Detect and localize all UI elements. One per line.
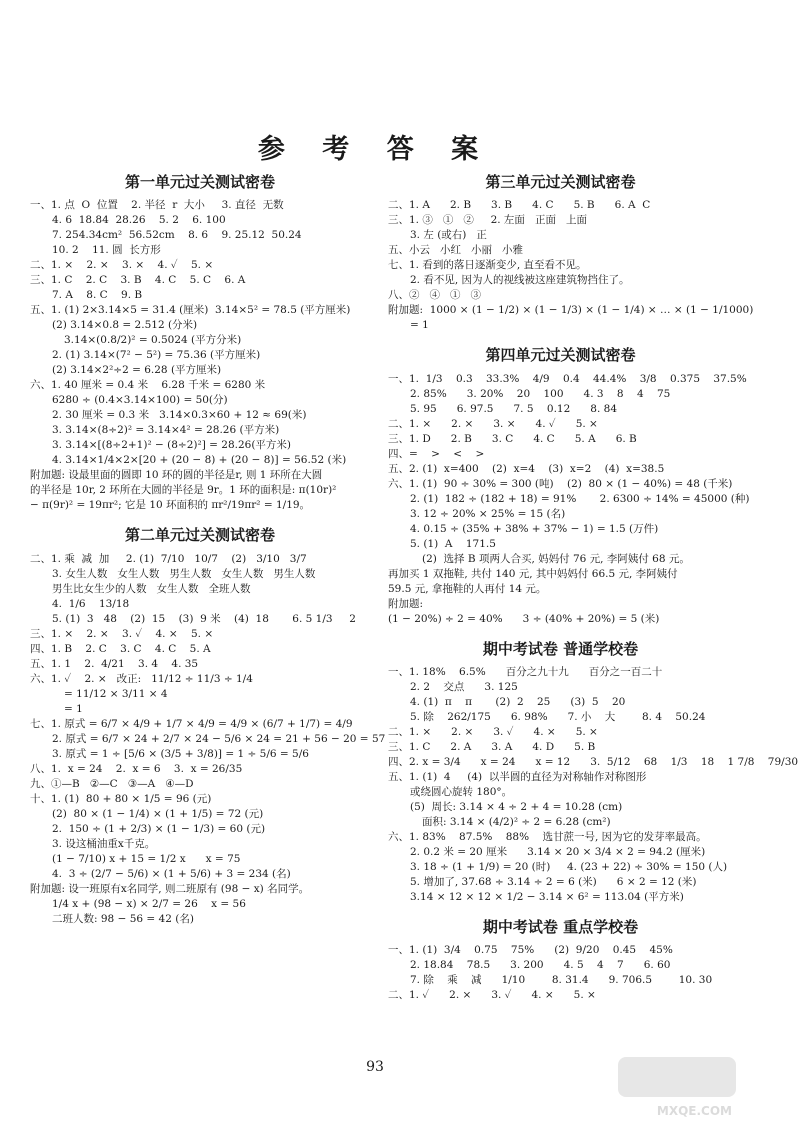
answer-line: 2. 18.84 78.5 3. 200 4. 5 4 7 6. 60 [410, 959, 671, 971]
answer-line: (2) 80 × (1 − 1/4) × (1 + 1/5) = 72 (元) [52, 807, 264, 820]
answer-line: = 1 [410, 319, 429, 332]
answer-line: 4. 6 18.84 28.26 5. 2 6. 100 [52, 214, 226, 227]
answer-line: 3. 原式 = 1 ÷ [5/6 × (3/5 + 3/8)] = 1 ÷ 5/6 = 5/6 [52, 747, 309, 760]
answer-line: 3. 3.14×[(8÷2+1)² − (8÷2)²] = 28.26(平方米) [52, 439, 292, 452]
answer-line: 10. 2 11. 圆 长方形 [52, 244, 161, 257]
section-gap [388, 905, 733, 917]
answer-line: 4. 3.14×1/4×2×[20 + (20 − 8) + (20 − 8)] = 56.52 (米) [52, 454, 347, 467]
answer-line: 再加买 1 双拖鞋, 共付 140 元, 其中妈妈付 66.5 元, 李阿姨付 [388, 567, 678, 580]
answer-line: 一、1. 18% 6.5% 百分之九十九 百分之一百二十 [388, 665, 663, 678]
answer-line: 5. 95 6. 97.5 7. 5 0.12 8. 84 [410, 402, 618, 415]
answer-line: 男生比女生少的人数 女生人数 全班人数 [52, 582, 251, 595]
answer-line: = 11/12 × 3/11 × 4 [64, 687, 168, 700]
answer-line: 四、= > < > [388, 447, 485, 460]
answer-line: 附加题: [388, 597, 424, 610]
answer-line: 六、1. ✓ 2. × 改正: 11/12 ÷ 11/3 ÷ 1/4 [30, 672, 253, 685]
answer-line: 十、1. (1) 80 + 80 × 1/5 = 96 (元) [30, 792, 212, 805]
answer-line: 5. (1) A 171.5 [410, 537, 496, 550]
answer-line: 2. 150 ÷ (1 + 2/3) × (1 − 1/3) = 60 (元) [52, 822, 266, 835]
answer-line: 五、1. 1 2. 4/21 3. 4 4. 35 [30, 657, 199, 670]
watermark-text: MXQE.COM [656, 1103, 732, 1118]
answer-line: 二、1. A 2. B 3. B 4. C 5. B 6. A C [388, 199, 651, 212]
answer-line: 的半径是 10r, 2 环所在大圆的半径是 9r。1 环的面积是: π(10r)² [30, 484, 337, 497]
answer-line: 三、1. C 2. A 3. A 4. D 5. B [388, 740, 596, 753]
page-number: 93 [366, 1059, 384, 1075]
answer-line: 七、1. 看到的落日逐渐变少, 直至看不见。 [388, 259, 587, 272]
right-column [388, 172, 798, 1003]
answer-line: 五、1. (1) 4 (4) 以半圆的直径为对称轴作对称图形 [388, 770, 647, 783]
answer-line: 六、1. 40 厘米 = 0.4 米 6.28 千米 = 6280 米 [30, 379, 266, 392]
answer-line: 3. 左 (或右) 正 [410, 229, 487, 242]
answer-line: 4. 3 ÷ (2/7 − 5/6) × (1 + 5/6) + 3 = 234 (名) [52, 867, 291, 880]
answer-line: 2. 2 交点 3. 125 [410, 680, 518, 693]
answer-line: 2. (1) 3.14×(7² − 5²) = 75.36 (平方厘米) [52, 349, 261, 362]
answer-line: 一、1. 1/3 0.3 33.3% 4/9 0.4̇ 44.4% 3/8 0.375 37.5% [388, 372, 747, 385]
answer-line: 5. 增加了, 37.68 ÷ 3.14 ÷ 2 = 6 (米) 6 × 2 = 12 (米) [410, 875, 697, 888]
answer-line: 二、1. × 2. × 3. × 4. ✓ 5. × [30, 259, 214, 272]
answer-line: 2. 85% 3. 20% 20 100 4. 3 8 4 75 [410, 387, 671, 400]
answer-line: (5) 周长: 3.14 × 4 ÷ 2 + 4 = 10.28 (cm) [410, 800, 623, 813]
answer-line: 面积: 3.14 × (4/2)² ÷ 2 = 6.28 (cm²) [422, 815, 611, 828]
answer-line: 二、1. 乘 减 加 2. (1) 7/10 10/7 (2) 3/10 3/7 [30, 552, 307, 565]
answer-line: 四、2. x = 3/4 x = 24 x = 12 3. 5/12 68 1/3 18 1 7/8 79/30 [388, 755, 798, 768]
answer-line: 6280 ÷ (0.4×3.14×100) = 50(分) [52, 394, 228, 407]
answer-line: 4. 1/6 13/18 [52, 597, 130, 610]
answer-line: 二班人数: 98 − 56 = 42 (名) [52, 912, 194, 925]
answer-line: 附加题: 设最里面的圆即 10 环的圆的半径是r, 则 1 环所在大圆 [30, 469, 323, 482]
answer-line: 一、1. (1) 3/4 0.75 75% (2) 9/20 0.45 45% [388, 944, 673, 956]
answer-line: 3. 女生人数 女生人数 男生人数 女生人数 男生人数 [52, 567, 316, 580]
answer-line: 7. A 8. C 9. B [52, 289, 143, 302]
answer-line: 或绕圆心旋转 180°。 [410, 785, 513, 798]
section-heading: 第三单元过关测试密卷 [485, 173, 636, 191]
answer-line: 四、1. B 2. C 3. C 4. C 5. A [30, 642, 211, 655]
section-heading: 期中考试卷 普通学校卷 [482, 639, 639, 658]
answer-line: 三、1. D 2. B 3. C 4. C 5. A 6. B [388, 432, 637, 445]
answer-line: 3. 18 ÷ (1 + 1/9) = 20 (时) 4. (23 + 22) ÷ 30% = 150 (人) [410, 860, 728, 873]
answer-line: (1 − 7/10) x + 15 = 1/2 x x = 75 [52, 852, 241, 865]
answer-line: 2. 30 厘米 = 0.3 米 3.14×0.3×60 + 12 ≈ 69(米) [52, 409, 307, 422]
section-heading: 第二单元过关测试密卷 [124, 526, 275, 545]
answer-line: 二、1. ✓ 2. × 3. ✓ 4. × 5. × [388, 989, 596, 1001]
section-heading: 第四单元过关测试密卷 [485, 346, 636, 365]
answer-line: 2. 看不见, 因为人的视线被这座建筑物挡住了。 [410, 274, 630, 287]
answer-line: (2) 3.14×2²÷2 = 6.28 (平方厘米) [52, 364, 222, 377]
answer-line: 59.5 元, 拿拖鞋的人再付 14 元。 [388, 582, 547, 595]
answer-line: 2. 原式 = 6/7 × 24 + 2/7 × 24 − 5/6 × 24 = 21 + 56 − 20 = 57 [52, 732, 386, 745]
answer-line: 五、1. (1) 2×3.14×5 = 31.4 (厘米) 3.14×5² = 78.5 (平方厘米) [30, 304, 351, 317]
answer-line: (2) 3.14×0.8 = 2.512 (分米) [52, 319, 198, 332]
answer-line: 五、小云 小红 小丽 小雅 [388, 244, 524, 257]
answer-line: 2. (1) 182 ÷ (182 + 18) = 91% 2. 6300 ÷ 14% = 45000 (种) [410, 492, 750, 505]
answer-line: 三、1. C 2. C 3. B 4. C 5. C 6. A [30, 274, 246, 287]
answer-line: 三、1. ③ ① ② 2. 左面 正面 上面 [388, 214, 587, 227]
answer-line: 3.14×(0.8/2)² = 0.5024 (平方分米) [64, 334, 242, 347]
answer-line: 1/4 x + (98 − x) × 2/7 = 26 x = 56 [52, 897, 246, 910]
answer-line: 5. (1) 3 48 (2) 15 (3) 9 米 (4) 18 6. 5 1/3 2 [52, 612, 356, 625]
answer-line: 六、1. (1) 90 ÷ 30% = 300 (吨) (2) 80 × (1 − 40%) = 48 (千米) [388, 477, 733, 490]
answer-line: 7. 除 乘 减 1/10 8. 31.4 9. 706.5 10. 30 [410, 974, 713, 986]
answer-line: 4. (1) π π (2) 2 25 (3) 5 20 [410, 695, 626, 708]
answer-line: 5. 除 262/175 6. 98% 7. 小 大 8. 4 50.24 [410, 710, 706, 723]
answer-line: 3. 3.14×(8÷2)² = 3.14×4² = 28.26 (平方米) [52, 424, 280, 437]
section-heading: 期中考试卷 重点学校卷 [482, 917, 639, 936]
section-gap [388, 627, 733, 639]
answer-line: 2. 0.2 米 = 20 厘米 3.14 × 20 × 3/4 × 2 = 94.2 (厘米) [410, 845, 706, 858]
answer-line: (1 − 20%) ÷ 2 = 40% 3 ÷ (40% + 20%) = 5 (米) [388, 612, 660, 625]
answer-line: 附加题: 1000 × (1 − 1/2) × (1 − 1/3) × (1 − 1/4) × … × (1 − 1/1000) [388, 304, 754, 317]
watermark-logo [618, 1057, 736, 1121]
answer-line: 3.14 × 12 × 12 × 1/2 − 3.14 × 6² = 113.04 (平方米) [410, 890, 684, 903]
answer-line: 4. 0.15 ÷ (35% + 38% + 37% − 1) = 1.5 (万件) [410, 522, 659, 535]
answer-line: 六、1. 83% 87.5% 88% 选甘蔗一号, 因为它的发芽率最高。 [388, 830, 707, 843]
answer-line: 二、1. × 2. × 3. ✓ 4. × 5. × [388, 725, 598, 738]
answer-line: 八、② ④ ① ③ [388, 289, 482, 302]
section-gap [30, 513, 370, 525]
answer-line: − π(9r)² = 19πr²; 它是 10 环面积的 πr²/19πr² = 1/19。 [30, 499, 311, 512]
answer-line: 一、1. 点 O 位置 2. 半径 r 大小 3. 直径 无数 [30, 199, 284, 212]
answer-line: 3. 12 ÷ 20% × 25% = 15 (名) [410, 507, 566, 520]
page-title: 参 考 答 案 [257, 134, 493, 165]
answer-line: 九、①—B ②—C ③—A ④—D [30, 777, 194, 790]
section-heading: 第一单元过关测试密卷 [124, 173, 275, 191]
answer-line: 3. 设这桶油重x千克。 [52, 837, 156, 850]
answer-line: = 1 [64, 702, 83, 715]
answer-line: 五、2. (1) x=400 (2) x=4 (3) x=2 (4) x=38.5 [388, 462, 665, 475]
left-column [30, 172, 386, 927]
answer-line: 附加题: 设一班原有x名同学, 则二班原有 (98 − x) 名同学。 [30, 882, 310, 895]
answer-line: 七、1. 原式 = 6/7 × 4/9 + 1/7 × 4/9 = 4/9 × (6/7 + 1/7) = 4/9 [30, 717, 353, 730]
answer-line: (2) 选择 B 项两人合买, 妈妈付 76 元, 李阿姨付 68 元。 [422, 552, 690, 565]
watermark-badge-icon [618, 1057, 736, 1097]
answer-line: 二、1. × 2. × 3. × 4. ✓ 5. × [388, 417, 598, 430]
answer-line: 八、1. x = 24 2. x = 6 3. x = 26/35 [30, 762, 243, 775]
answer-line: 三、1. × 2. × 3. ✓ 4. × 5. × [30, 627, 214, 640]
section-gap [388, 333, 733, 345]
answer-line: 7. 254.34cm² 56.52cm 8. 6 9. 25.12 50.24 [52, 229, 302, 242]
